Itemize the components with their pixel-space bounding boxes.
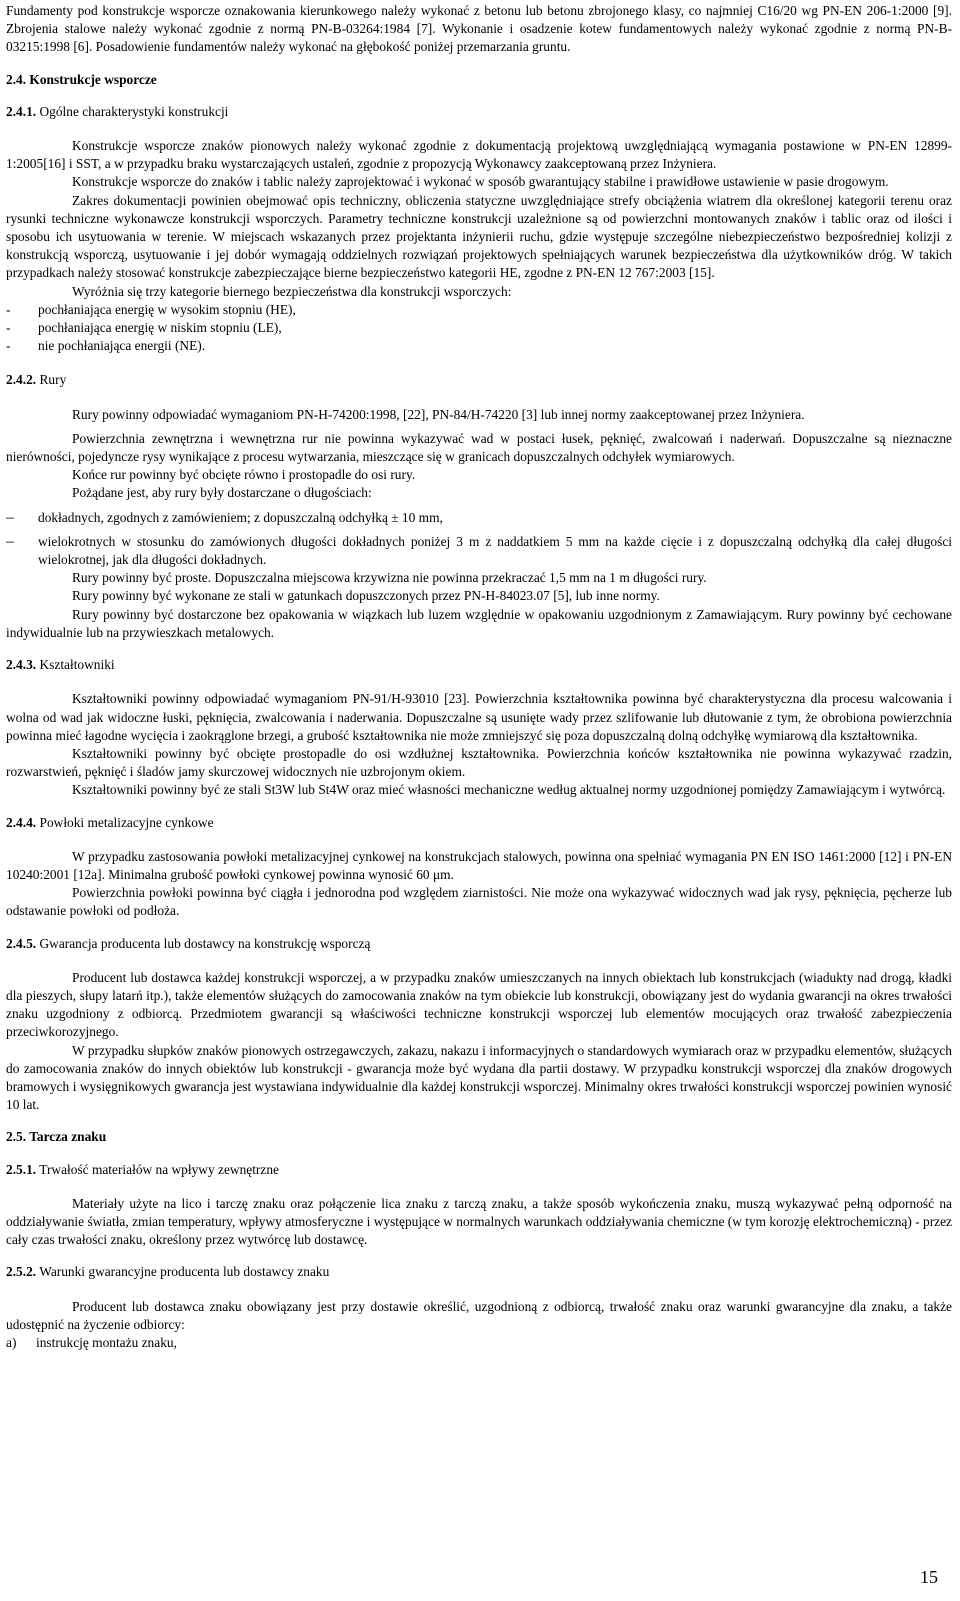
- list-item: [6, 301, 952, 319]
- subsection-title: Rury: [39, 372, 67, 388]
- paragraph: W przypadku słupków znaków pionowych ostrzegawczych, zakazu, nakazu i informacyjnych o standardowych wymiarach oraz w przypadku elementów, służących do zamocowania znaków do innych obiektów lub konstrukcji - gwarancja może być wydana dla partii dostawy. W przypadku konstrukcji wsporczej dla znaków drogowych bramowych i wysięgnikowych gwarancja jest wystawiana indywidualnie dla każdej konstrukcji wsporczej. Minimalny okres trwałości konstrukcji wsporczej powinien wynosić 10 lat.: [6, 1042, 952, 1113]
- subsection-number: 2.4.2.: [6, 372, 37, 388]
- list-item-text: instrukcję montażu znaku,: [36, 1334, 177, 1350]
- subsection-number: 2.4.1.: [6, 103, 37, 119]
- list-marker: -: [6, 320, 11, 336]
- paragraph: W przypadku zastosowania powłoki metalizacyjnej cynkowej na konstrukcjach stalowych, powinna ona spełniać wymagania PN EN ISO 1461:2000 [12] i PN-EN 10240:2001 [12a]. Minimalna grubość powłoki cynkowej powinna wynosić 60 μm.: [6, 848, 952, 882]
- paragraph: Rury powinny być proste. Dopuszczalna miejscowa krzywizna nie powinna przekraczać 1,5 mm na 1 m długości rury.: [72, 570, 707, 586]
- list-marker: –: [6, 508, 14, 526]
- paragraph: Materiały użyte na lico i tarczę znaku oraz połączenie lica znaku z tarczą znaku, a także sposób wykończenia znaku, muszą wykazywać pełną odporność na oddziaływanie światła, zmian temperatury, wpływy atmosferyczne i występujące w normalnych warunkach oddziaływania chemiczne (w tym korozję elektrochemiczną) - przez cały czas trwałości znaku, określony przez wytwórcę lub dostawcę.: [6, 1195, 952, 1248]
- subsection-heading-2-5-1: [6, 1161, 952, 1179]
- subsection-title: Powłoki metalizacyjne cynkowe: [39, 814, 214, 830]
- intro-paragraph: Fundamenty pod konstrukcje wsporcze oznakowania kierunkowego należy wykonać z betonu lub betonu zbrojonego klasy, co najmniej C16/20 wg PN-EN 206-1:2000 [9]. Zbrojenia stalowe należy wykonać zgodnie z normą PN-B-03264:1984 [7]. Wykonanie i osadzenie kotew fundamentowych należy wykonać zgodnie z normą PN-B-03215:1998 [6]. Posadowienie fundamentów należy wykonać na głębokość poniżej przemarzania gruntu.: [6, 3, 952, 55]
- paragraph: Producent lub dostawca znaku obowiązany jest przy dostawie określić, uzgodnioną z odbiorcą, trwałość znaku oraz warunki gwarancyjne dla znaku, a także udostępnić na życzenie odbiorcy:: [6, 1298, 952, 1332]
- subsection-number: 2.4.4.: [6, 814, 37, 830]
- subsection-heading-2-4-4: [6, 814, 952, 832]
- list-marker: -: [6, 338, 11, 354]
- paragraph: Kształtowniki powinny być obcięte prostopadle do osi wzdłużnej kształtownika. Powierzchnia końców kształtownika nie powinna wykazywać rzadzin, rozwarstwień, pęknięć i śladów jamy skurczowej widocznych nie uzbrojonym okiem.: [6, 745, 952, 780]
- subsection-title: Ogólne charakterystyki konstrukcji: [39, 103, 229, 119]
- paragraph: Producent lub dostawca każdej konstrukcji wsporczej, a w przypadku znaków umieszczanych na innych obiektach lub konstrukcjach (wiadukty nad drogą, kładki dla pieszych, słupy latarń itp.), także elementów służących do zamocowania znaków na tym obiekcie lub konstrukcji, obowiązany jest do wydania gwarancji na okres trwałości znaku uzgodniony z odbiorcą. Przedmiotem gwarancji są właściwości techniczne konstrukcji wsporczej lub elementów mocujących oraz trwałość zabezpieczenia przeciwkorozyjnego.: [6, 969, 952, 1040]
- paragraph: Powierzchnia zewnętrzna i wewnętrzna rur nie powinna wykazywać wad w postaci łusek, pęknięć, zwalcowań i naderwań. Dopuszczalne są nieznaczne nierówności, pojedyncze rysy wynikające z procesu wytwarzania, mieszczące się w granicach dopuszczalnych odchyłek wymiarowych.: [6, 430, 952, 465]
- subsection-title: Trwałość materiałów na wpływy zewnętrzne: [39, 1161, 279, 1177]
- paragraph: Rury powinny odpowiadać wymaganiom PN-H-74200:1998, [22], PN-84/H-74220 [3] lub innej normy zaakceptowanej przez Inżyniera.: [72, 406, 805, 422]
- subsection-heading-2-4-5: [6, 935, 952, 953]
- list-item-text: nie pochłaniająca energii (NE).: [38, 338, 206, 354]
- subsection-heading-2-5-2: [6, 1263, 952, 1281]
- section-heading-2-4: 2.4. Konstrukcje wsporcze: [6, 71, 157, 87]
- subsection-number: 2.4.5.: [6, 935, 37, 951]
- list-item: [6, 509, 952, 527]
- paragraph: Zakres dokumentacji powinien obejmować opis techniczny, obliczenia statyczne uwzględniające strefy obciążenia wiatrem dla określonej kategorii terenu oraz rysunki techniczne wykonawcze konstrukcji wsporczych. Parametry techniczne konstrukcji uzależnione są od powierzchni montowanych znaków i tablic oraz od ilości i sposobu ich usytuowania w terenie. W miejscach wskazanych przez projektanta inżynierii ruchu, gdzie występuje szczególne niebezpieczeństwo bezpośredniej kolizji z konstrukcją wsporczą, usytuowanie i jej dobór wymagają oddzielnych rozwiązań projektowych spełniających warunek bezpieczeństwa dla użytkowników dróg. W takich przypadkach należy stosować konstrukcje zabezpieczające bierne bezpieczeństwo kategorii HE, zgodne z PN-EN 12 767:2003 [15].: [6, 192, 952, 281]
- subsection-title: Warunki gwarancyjne producenta lub dostawcy znaku: [39, 1264, 330, 1280]
- list-item-text: pochłaniająca energię w niskim stopniu (LE),: [38, 320, 282, 336]
- list-item: [6, 319, 952, 337]
- list-item: [6, 337, 952, 355]
- list-item: [6, 533, 952, 569]
- paragraph: Powierzchnia powłoki powinna być ciągła i jednorodna pod względem ziarnistości. Nie może ona wykazywać widocznych wad jak rysy, pęknięcia, pęcherze lub odstawanie powłoki od podłoża.: [6, 885, 952, 919]
- list-marker: a): [6, 1334, 17, 1350]
- paragraph: Końce rur powinny być obcięte równo i prostopadle do osi rury.: [72, 467, 416, 483]
- paragraph: Konstrukcje wsporcze znaków pionowych należy wykonać zgodnie z dokumentacją projektową uwzględniającą wymagania postawione w PN-EN 12899-1:2005[16] i SST, a w przypadku braku wystarczających ustaleń, zgodnie z propozycją Wykonawcy zaakceptowaną przez Inżyniera.: [6, 138, 952, 172]
- paragraph: Konstrukcje wsporcze do znaków i tablic należy zaprojektować i wykonać w sposób gwarantujący stabilne i prawidłowe ustawienie w pasie drogowym.: [72, 174, 889, 190]
- list-marker: -: [6, 301, 11, 317]
- list-item: [6, 1334, 952, 1352]
- list-item-text: dokładnych, zgodnych z zamówieniem; z dopuszczalną odchyłką ± 10 mm,: [38, 509, 443, 525]
- list-marker: –: [6, 532, 14, 550]
- paragraph: Wyróżnia się trzy kategorie biernego bezpieczeństwa dla konstrukcji wsporczych:: [72, 283, 512, 299]
- section-heading-2-5: 2.5. Tarcza znaku: [6, 1129, 107, 1145]
- subsection-title: Gwarancja producenta lub dostawcy na konstrukcję wsporczą: [39, 935, 371, 951]
- page-number: 15: [920, 1567, 938, 1587]
- subsection-title: Kształtowniki: [39, 657, 115, 673]
- document-page: [6, 0, 952, 1352]
- paragraph: Kształtowniki powinny być ze stali St3W lub St4W oraz mieć własności mechaniczne według aktualnej normy uzgodnionej pomiędzy Zamawiającym i wytwórcą.: [72, 782, 946, 798]
- subsection-heading-2-4-1: [6, 103, 952, 121]
- subsection-number: 2.5.2.: [6, 1264, 37, 1280]
- list-item-text: wielokrotnych w stosunku do zamówionych długości dokładnych poniżej 3 m z naddatkiem 5 mm na każde cięcie i z dopuszczalną odchyłką dla całej długości wielokrotnej, jak dla długości dokładnych.: [38, 533, 952, 568]
- paragraph: Rury powinny być dostarczone bez opakowania w wiązkach lub luzem względnie w opakowaniu uzgodnionym z Zamawiającym. Rury powinny być cechowane indywidualnie lub na przywieszkach metalowych.: [6, 606, 952, 640]
- paragraph: Kształtowniki powinny odpowiadać wymaganiom PN-91/H-93010 [23]. Powierzchnia kształtownika powinna być charakterystyczna dla procesu walcowania i wolna od wad jak widoczne łuski, pęknięcia, zwalcowania i naderwania. Dopuszczalne są usunięte wady przez szlifowanie lub dłutowanie z tym, że obrobiona powierzchnia powinna mieć łagodne wycięcia i zaokrąglone brzegi, a grubość kształtownika nie może zmniejszyć się poza dopuszczalną dolną odchyłkę wymiarową dla kształtownika.: [6, 691, 952, 743]
- subsection-heading-2-4-3: [6, 656, 952, 674]
- list-item-text: pochłaniająca energię w wysokim stopniu (HE),: [38, 301, 296, 317]
- paragraph: Rury powinny być wykonane ze stali w gatunkach dopuszczonych przez PN-H-84023.07 [5], lub inne normy.: [72, 588, 660, 604]
- subsection-number: 2.5.1.: [6, 1161, 37, 1177]
- paragraph: Pożądane jest, aby rury były dostarczane o długościach:: [72, 485, 372, 501]
- subsection-heading-2-4-2: [6, 371, 952, 389]
- subsection-number: 2.4.3.: [6, 657, 37, 673]
